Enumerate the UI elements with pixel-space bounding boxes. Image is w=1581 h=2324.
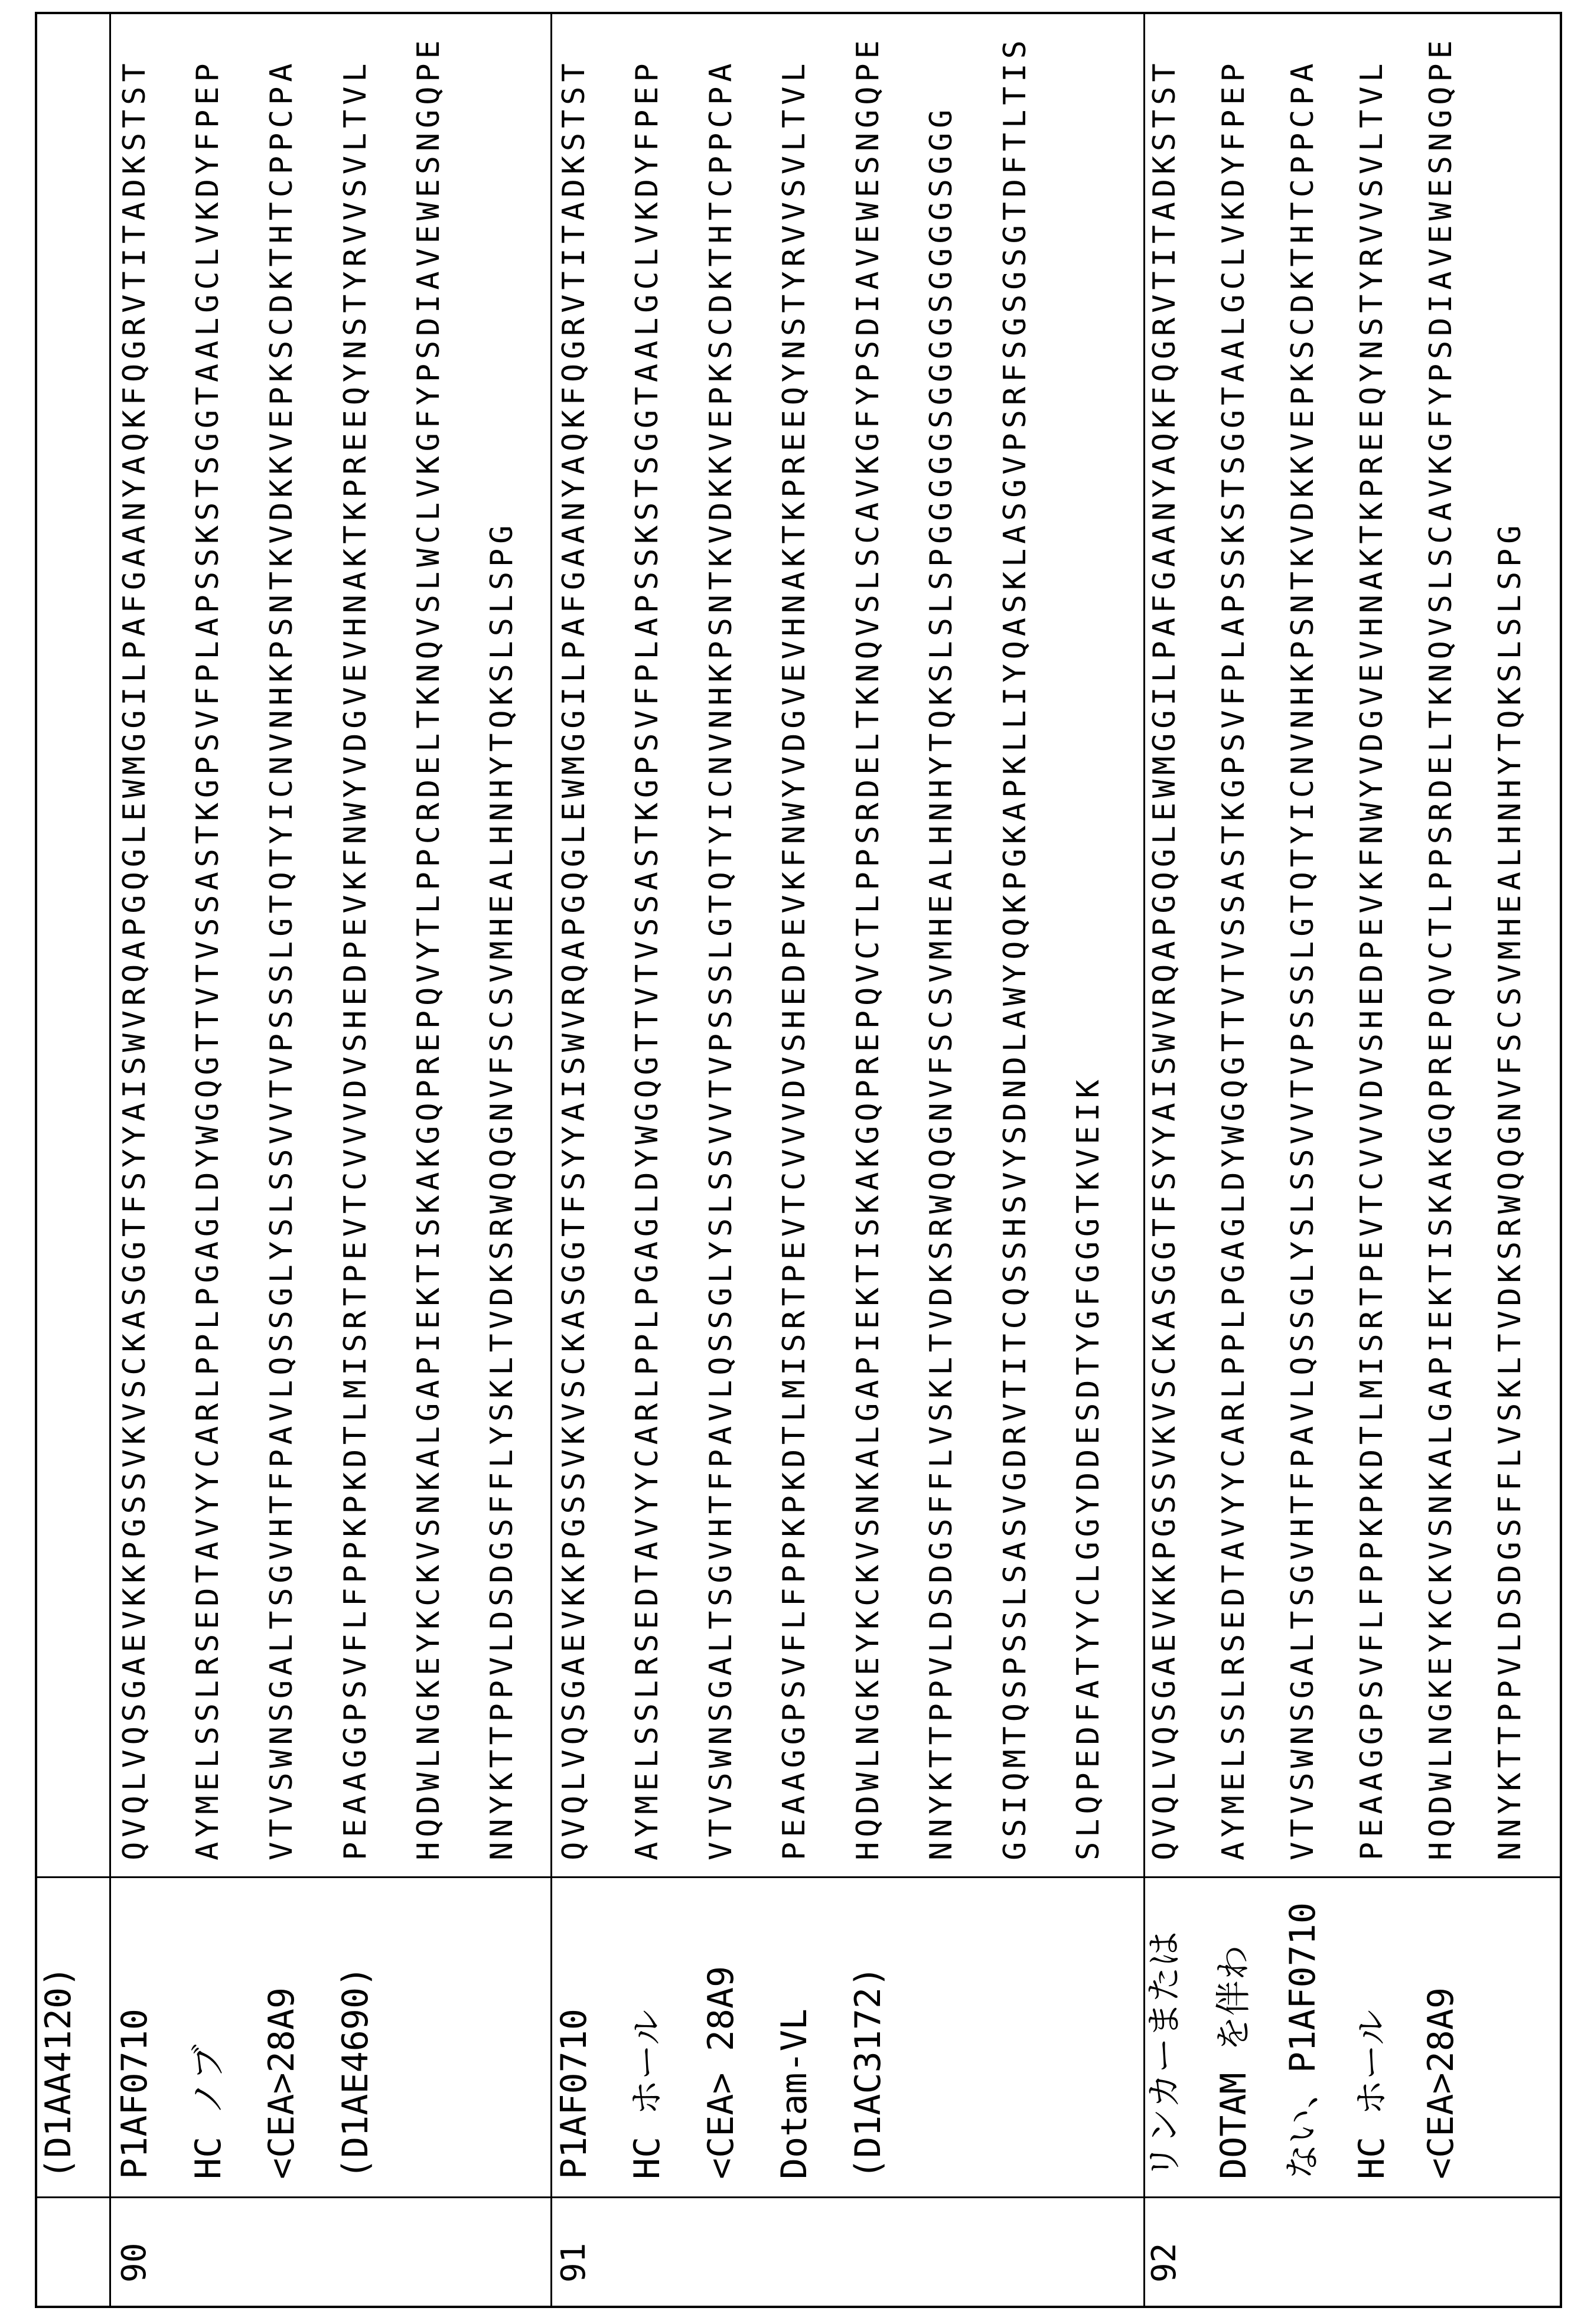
row-number: 92	[1145, 2242, 1184, 2283]
grid-line-row-90-91	[550, 12, 552, 2308]
sequence-line: QVQLVQSGAEVKKPGSSVKVSCKASGGTFSYYAISWVRQAPGQGLEWMGGILPAFGAANYAQKFQGRVTITADKSTST	[556, 58, 592, 1860]
sequence-line: NNYKTTPPVLDSDGSFFLVSKLTVDKSRWQQGNVFSCSVMHEALHNHYTQKSLSLSPG	[1492, 520, 1528, 1860]
sequence-line: VTVSWNSGALTSGVHTFPAVLQSSGLYSLSSVVTVPSSSLGTQTYICNVNHKPSNTKVDKKVEPKSCDKTHTCPPCPA	[1285, 58, 1321, 1860]
label-line: (D1AC3172)	[847, 1966, 889, 2179]
grid-line-col-number-label	[35, 2196, 1562, 2198]
label-line: DOTAM を伴わ	[1213, 1945, 1254, 2179]
sequence-line: VTVSWNSGALTSGVHTFPAVLQSSGLYSLSSVVTVPSSSLGTQTYICNVNHKPSNTKVDKKVEPKSCDKTHTCPPCPA	[703, 58, 739, 1860]
sequence-line: AYMELSSLRSEDTAVYYCARLPPLPGAGLDYWGQGTTVTVSSASTKGPSVFPLAPSSKSTSGGTAALGCLVKDYFPEP	[630, 58, 665, 1860]
sequence-line: SLQPEDFATYYCLGGYDDESDTYGFGGGTKVEIK	[1071, 1075, 1106, 1860]
label-line: ない、P1AF0710	[1282, 1902, 1324, 2179]
label-line: P1AF0710	[553, 2009, 595, 2179]
label-line: リンカーまたは	[1144, 1931, 1185, 2179]
grid-line-col-label-sequence	[35, 1876, 1562, 1878]
sequence-line: HQDWLNGKEYKCKVSNKALGAPIEKTISKAKGQPREPQVCTLPPSRDELTKNQVSLSCAVKGFYPSDIAVEWESNGQPE	[1423, 35, 1459, 1860]
row-number: 90	[115, 2242, 154, 2283]
label-line: HC ホール	[1351, 2009, 1393, 2179]
sequence-line: VTVSWNSGALTSGVHTFPAVLQSSGLYSLSSVVTVPSSSLGTQTYICNVNHKPSNTKVDKKVEPKSCDKTHTCPPCPA	[264, 58, 299, 1860]
sequence-line: AYMELSSLRSEDTAVYYCARLPPLPGAGLDYWGQGTTVTVSSASTKGPSVFPLAPSSKSTSGGTAALGCLVKDYFPEP	[190, 58, 226, 1860]
sequence-line: HQDWLNGKEYKCKVSNKALGAPIEKTISKAKGQPREPQVYTLPPCRDELTKNQVSLWCLVKGFYPSDIAVEWESNGQPE	[411, 35, 446, 1860]
label-line: HC ノブ	[188, 2044, 229, 2179]
sequence-line: QVQLVQSGAEVKKPGSSVKVSCKASGGTFSYYAISWVRQAPGQGLEWMGGILPAFGAANYAQKFQGRVTITADKSTST	[1147, 58, 1182, 1860]
label-line: P1AF0710	[114, 2009, 155, 2179]
sequence-line: PEAAGGPSVFLFPPKPKDTLMISRTPEVTCVVVDVSHEDPEVKFNWYVDGVEVHNAKTKPREEQYNSTYRVVSVLTVL	[777, 58, 812, 1860]
row-number: 91	[555, 2242, 593, 2283]
sequence-line: NNYKTTPPVLDSDGSFFLVSKLTVDKSRWQQGNVFSCSVMHEALHNHYTQKSLSLSPGGGGGSGGGGSGGGGSGGG	[924, 105, 959, 1860]
sequence-line: GSIQMTQSPSSLSASVGDRVTITCQSSHSVYSDNDLAWYQQKPGKAPKLLIYQASKLASGVPSRFSGSGSGTDFTLTIS	[998, 35, 1033, 1860]
sequence-line: NNYKTTPPVLDSDGSFFLYSKLTVDKSRWQQGNVFSCSVMHEALHNHYTQKSLSLSPG	[484, 520, 520, 1860]
label-line: <CEA>28A9	[1420, 1987, 1462, 2179]
sequence-line: AYMELSSLRSEDTAVYYCARLPPLPGAGLDYWGQGTTVTVSSASTKGPSVFPLAPSSKSTSGGTAALGCLVKDYFPEP	[1216, 58, 1251, 1860]
grid-line-row-0-90	[109, 12, 111, 2308]
label-line: (D1AE4690)	[335, 1966, 376, 2179]
sequence-line: PEAAGGPSVFLFPPKPKDTLMISRTPEVTCVVVDVSHEDPEVKFNWYVDGVEVHNAKTKPREEQYNSTYRVVSVLTVL	[1354, 58, 1390, 1860]
sequence-line: QVQLVQSGAEVKKPGSSVKVSCKASGGTFSYYAISWVRQAPGQGLEWMGGILPAFGAANYAQKFQGRVTITADKSTST	[117, 58, 152, 1860]
sequence-line: PEAAGGPSVFLFPPKPKDTLMISRTPEVTCVVVDVSHEDPEVKFNWYVDGVEVHNAKTKPREEQYNSTYRVVSVLTVL	[338, 58, 373, 1860]
label-line: (D1AA4120)	[38, 1966, 79, 2179]
label-line: HC ホール	[627, 2009, 668, 2179]
label-line: Dotam-VL	[774, 2009, 815, 2179]
label-line: <CEA> 28A9	[700, 1966, 742, 2179]
sequence-line: HQDWLNGKEYKCKVSNKALGAPIEKTISKAKGQPREPQVCTLPPSRDELTKNQVSLSCAVKGFYPSDIAVEWESNGQPE	[850, 35, 886, 1860]
label-line: <CEA>28A9	[261, 1987, 302, 2179]
